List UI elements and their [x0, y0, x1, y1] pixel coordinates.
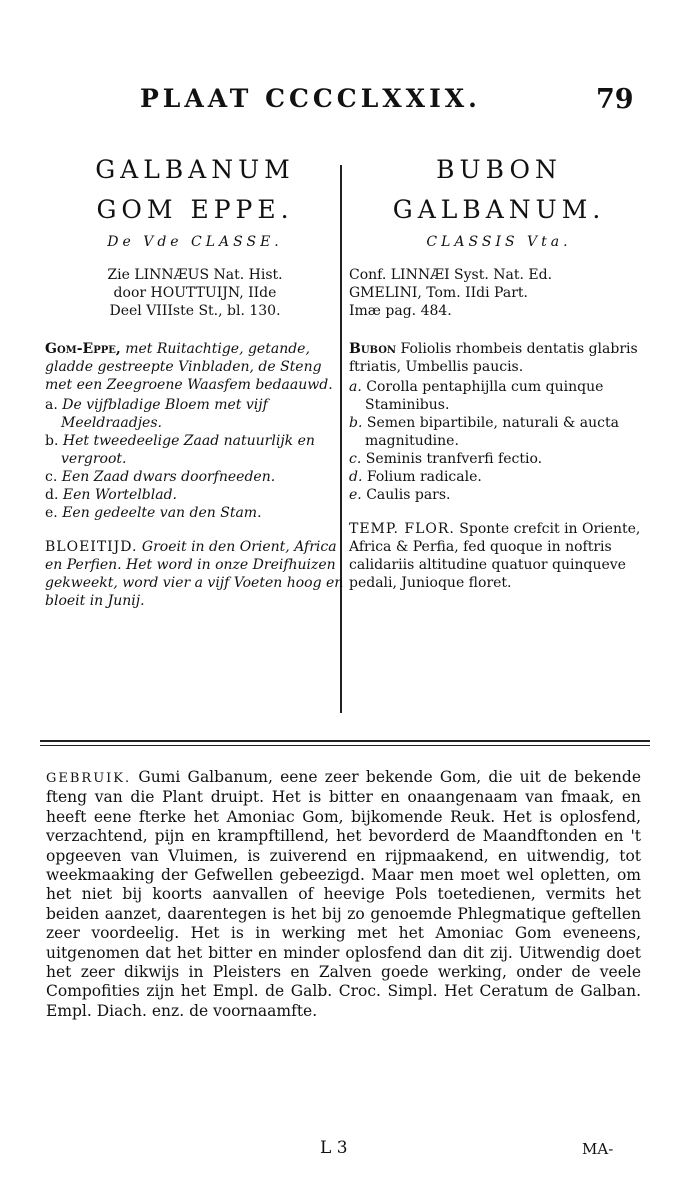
temp-flor-text: Sponte crefcit in Oriente, Africa & Perfia, fed quoque in noftris calidariis altitudine quatuor quinqueve pedali, Junioque floret. [349, 521, 641, 591]
plate-title: PLAAT CCCCLXXIX. [140, 84, 481, 113]
dutch-description [45, 340, 345, 394]
signature-mark: L 3 [320, 1138, 348, 1158]
latin-description-text: Foliolis rhombeis dentatis glabris ftriatis, Umbellis paucis. [349, 341, 638, 375]
dutch-description-text: met Ruitachtige, getande, gladde gestreepte Vinbladen, de Steng met een Zeegroene Waasfem bedaauwd. [45, 341, 333, 393]
latin-reference: Conf. LINNÆI Syst. Nat. Ed. GMELINI, Tom. IIdi Part. Imæ pag. 484. [349, 267, 553, 319]
latin-figure-list [349, 378, 649, 504]
dutch-heading-2: GOM EPPE. [96, 195, 294, 224]
dutch-reference: Zie LINNÆUS Nat. Hist. door HOUTTUIJN, IIde Deel VIIIste St., bl. 130. [107, 267, 283, 319]
list-item: b. Het tweedeelige Zaad natuurlijk en vergroot. [45, 433, 315, 467]
section-rule-thick [40, 740, 650, 742]
list-item: a. De vijfbladige Bloem met vijf Meeldraadjes. [45, 397, 268, 431]
list-item: b. Semen bipartibile, naturali & aucta magnitudine. [349, 415, 619, 449]
latin-description-lead: Bubon [349, 341, 397, 357]
list-item: d. Een Wortelblad. [45, 487, 177, 503]
bloeitijd-lead: BLOEITIJD. [45, 539, 138, 555]
gebruik-text: Gumi Galbanum, eene zeer bekende Gom, die uit de bekende fteng van die Plant druipt. Het is bitter en onaangenaam van fmaak, en heeft eene fterke het Amoniac Gom, bijkomende Reuk. Het is oplosfend, verzachtend, pijn en krampftillend, het bevorderd de Maandftonden en 't opgeeven van Vluimen, is zuiverend en rijpmaakend, en uitwendig, tot weekmaaking der Gefwellen gebeezigd. Maar men moet wel opletten, om het niet bij koorts aanvallen of heevige Pols toetedienen, vermits het beiden aanzet, daarentegen is het bij zo genoemde Phlegmatique geftellen zeer voordeelig. Het is in werking met het Amoniac Gom eveneens, uitgenomen dat het bitter en minder oplosfend dan dit zij. Uitwendig doet het zeer dikwijs in Pleisters en Zalven goede werking, onder de veele Compofities zijn het Empl. de Galb. Croc. Simpl. Het Ceratum de Galban. Empl. Diach. enz. de voornaamfte. [46, 768, 641, 1020]
page-number: 79 [596, 84, 634, 115]
bloeitijd-text: Groeit in den Orient, Africa en Perfien. Het word in onze Dreifhuizen gekweekt, word vier a vijf Voeten hoog en bloeit in Junij. [45, 539, 344, 609]
latin-column [349, 150, 649, 592]
section-rule-thin [40, 745, 650, 746]
dutch-column [45, 150, 345, 610]
dutch-heading-1: GALBANUM [95, 155, 295, 184]
latin-heading-2: GALBANUM. [392, 195, 606, 224]
gebruik-paragraph [46, 768, 641, 1021]
running-header [0, 78, 683, 118]
dutch-description-lead: Gom-Eppe, [45, 341, 121, 357]
list-item: d. Folium radicale. [349, 469, 482, 485]
latin-classis: CLASSIS Vta. [426, 234, 572, 250]
list-item: e. Caulis pars. [349, 487, 451, 503]
latin-description [349, 340, 649, 376]
list-item: c. Een Zaad dwars doorfneeden. [45, 469, 276, 485]
list-item: a. Corolla pentaphijlla cum quinque Staminibus. [349, 379, 604, 413]
dutch-figure-list [45, 396, 345, 522]
dutch-bloeitijd [45, 538, 345, 610]
list-item: c. Seminis tranfverfi fectio. [349, 451, 543, 467]
dutch-classe: De Vde CLASSE. [107, 234, 283, 250]
list-item: e. Een gedeelte van den Stam. [45, 505, 262, 521]
catchword: MA- [582, 1140, 614, 1158]
latin-heading-1: BUBON [436, 155, 562, 184]
gebruik-lead: GEBRUIK. [46, 771, 132, 786]
latin-temp-flor [349, 520, 649, 592]
temp-flor-lead: TEMP. FLOR. [349, 521, 455, 537]
